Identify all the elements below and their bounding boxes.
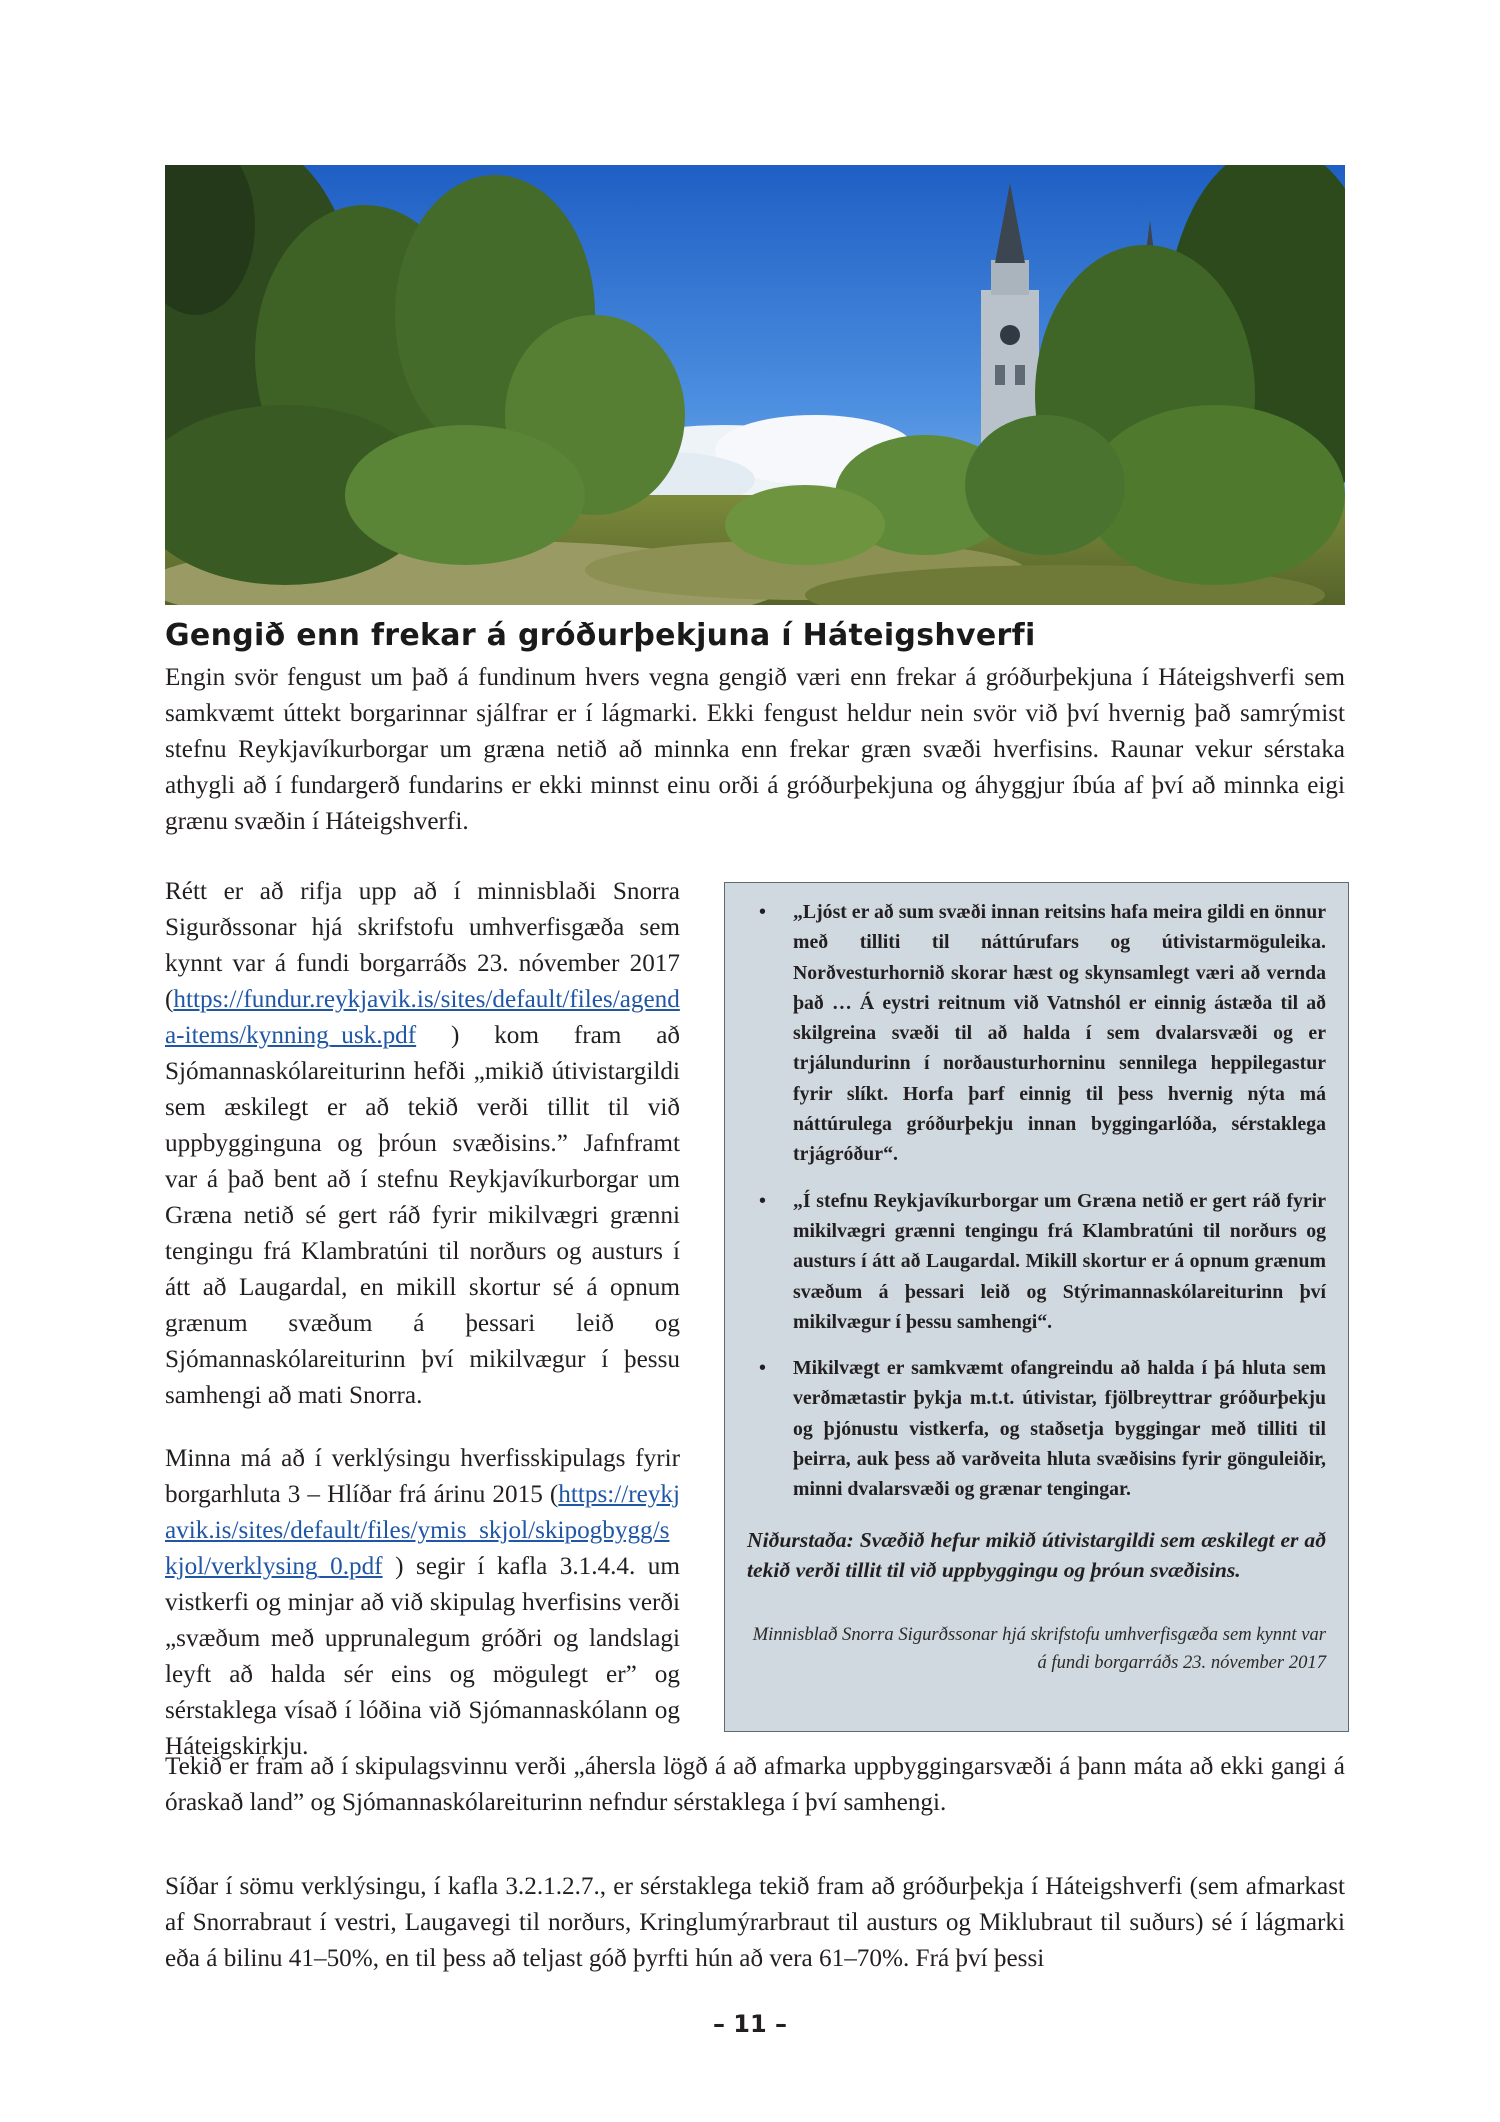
bullet-icon: • xyxy=(759,1189,766,1212)
quote-item: • „Í stefnu Reykjavíkurborgar um Græna netið er gert ráð fyrir mikilvægri grænni tengingu frá Klambratúni til norðurs og austurs í átt að Laugardal. Mikill skortur er á opnum grænum svæðum á þessari leið og Stýrimannaskólareiturinn því mikilvægur í þessu samhengi“. xyxy=(793,1186,1326,1337)
plan-paragraph xyxy=(165,1441,680,1765)
memo-text-after: ) kom fram að Sjómannaskólareiturinn hefði „mikið útivistargildi sem æskilegt er að tekið verði tillit til við uppbygginguna og þróun svæðisins.” Jafnframt var á það bent að í stefnu Reykjavíkurborgar um Græna netið sé gert ráð fyrir mikilvægri grænni tengingu frá Klambratúni til norðurs og austurs í átt að Laugardal, en mikill skortur sé á opnum grænum svæðum á þessari leið og Sjómannaskólareiturinn því mikilvægur í þessu samhengi að mati Snorra. xyxy=(165,1022,680,1409)
memo-quote-box xyxy=(724,882,1349,1732)
quote-list xyxy=(747,897,1326,1505)
quote-item: • „Ljóst er að sum svæði innan reitsins hafa meira gildi en önnur með tilliti til náttúrufars og útivistarmöguleika. Norðvesturhornið skorar hæst og skynsamlegt væri að vernda það … Á eystri reitnum við Vatnshól er einnig ástæða til að skilgreina svæði til að halda í sem dvalarsvæði og er trjálundurinn í norðausturhorninu sennilega heppilegastur fyrir slíkt. Horfa þarf einnig til þess hvernig nýta má náttúrulega gróðurþekju innan byggingarlóða, sérstaklega trjágróður“. xyxy=(793,897,1326,1170)
header-photo xyxy=(165,165,1345,605)
intro-paragraph: Engin svör fengust um það á fundinum hvers vegna gengið væri enn frekar á gróðurþekjuna í Háteigshverfi sem samkvæmt úttekt borgarinnar sjálfrar er í lágmarki. Ekki fengust heldur nein svör við því hvernig það samrýmist stefnu Reykjavíkurborgar um græna netið að minnka enn frekar græn svæði hverfisins. Raunar vekur sérstaka athygli að í fundargerð fundarins er ekki minnst einu orði á gróðurþekjuna og áhyggjur íbúa af því að minnka eigi grænu svæðin í Háteigshverfi. xyxy=(165,664,1345,835)
quote-item: • Mikilvægt er samkvæmt ofangreindu að halda í þá hluta sem verðmætastir þykja m.t.t. útivistar, fjölbreyttrar gróðurþekju og þjónustu vistkerfa, og staðsetja byggingar með tilliti til þeirra, auk þess að varðveita hluta svæðisins fyrir gönguleiðir, minni dvalarsvæði og grænar tengingar. xyxy=(793,1353,1326,1504)
memo-text-before: Rétt er að rifja upp að í minnisblaði Snorra Sigurðssonar hjá skrifstofu umhverfisgæða sem kynnt var á fundi borgarráðs 23. nóvember 2017 ( xyxy=(165,878,680,1013)
church-landscape-image xyxy=(165,165,1345,605)
plan-link[interactable]: https://reykjavik.is/sites/default/files/ymis_skjol/skipogbygg/skjol/verklysing_0.pdf xyxy=(165,1481,680,1580)
page-number: – 11 – xyxy=(712,2010,788,2038)
tail-paragraph: Tekið er fram að í skipulagsvinnu verði „áhersla lögð á að afmarka uppbyggingarsvæði á þann máta að ekki gangi á óraskað land” og Sjómannaskólareiturinn nefndur sérstaklega í því samhengi. xyxy=(165,1753,1345,1816)
memo-link[interactable]: https://fundur.reykjavik.is/sites/default/files/agenda-items/kynning_usk.pdf xyxy=(165,986,680,1049)
source-caption: Minnisblað Snorra Sigurðssonar hjá skrifstofu umhverfisgæða sem kynnt var á fundi borgarráðs 23. nóvember 2017 xyxy=(752,1623,1326,1673)
section-heading: Gengið enn frekar á gróðurþekjuna í Háteigshverfi xyxy=(165,618,1036,653)
last-paragraph: Síðar í sömu verklýsingu, í kafla 3.2.1.2.7., er sérstaklega tekið fram að gróðurþekja í Háteigshverfi (sem afmarkast af Snorrabraut í vestri, Laugavegi til norðurs, Kringlumýrarbraut til austurs og Miklubraut til suðurs) sé í lágmarki eða á bilinu 41–50%, en til þess að teljast góð þyrfti hún að vera 61–70%. Frá því þessi xyxy=(165,1873,1345,1972)
bullet-icon: • xyxy=(759,1357,766,1380)
conclusion-text: Niðurstaða: Svæðið hefur mikið útivistargildi sem æskilegt er að tekið verði tillit til við uppbyggingu og þróun svæðisins. xyxy=(747,1527,1326,1582)
plan-text-after: ) segir í kafla 3.1.4.4. um vistkerfi og minjar að við skipulag hverfisins verði „svæðum með upprunalegum gróðri og landslagi leyft að halda sér eins og mögulegt er” og sérstaklega vísað í lóðina við Sjómannaskólann og Háteigskirkju. xyxy=(165,1553,680,1760)
memo-paragraph xyxy=(165,874,680,1414)
bullet-icon: • xyxy=(759,901,766,923)
plan-text-before: Minna má að í verklýsingu hverfisskipulags fyrir borgarhluta 3 – Hlíðar frá árinu 2015 ( xyxy=(165,1445,680,1508)
